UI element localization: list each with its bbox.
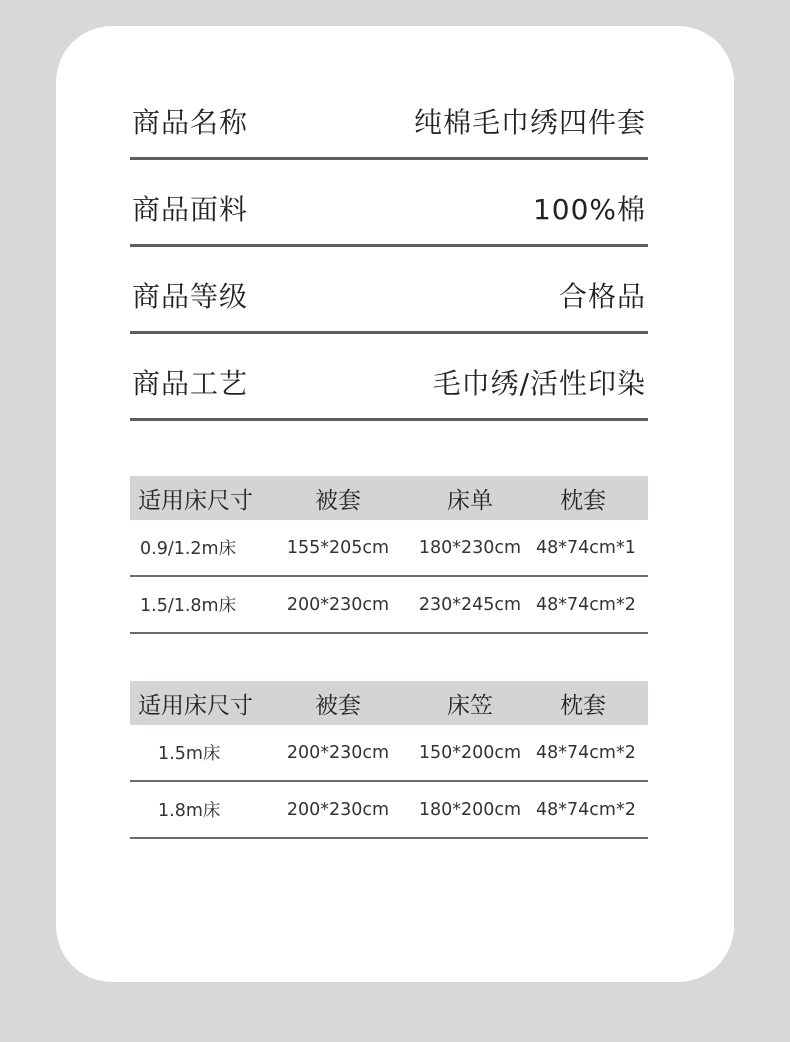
table-row	[130, 520, 648, 577]
header-fitted-sheet: 床笠	[447, 692, 493, 719]
table-row	[130, 725, 648, 782]
header-duvet: 被套	[315, 487, 361, 514]
cell-bed-size: 1.5m床	[158, 744, 221, 764]
spec-value: 100%棉	[532, 193, 646, 226]
cell-duvet: 200*230cm	[286, 594, 390, 615]
cell-pillowcase: 48*74cm*2	[536, 742, 636, 763]
header-sheet: 床单	[447, 487, 493, 514]
product-info-card	[56, 26, 734, 982]
cell-fitted-sheet: 150*200cm	[418, 742, 522, 763]
spec-row-grade	[130, 246, 648, 334]
spec-label: 商品名称	[132, 106, 249, 139]
table-header	[130, 681, 648, 725]
header-bed-size: 适用床尺寸	[138, 692, 253, 719]
cell-pillowcase: 48*74cm*2	[536, 799, 636, 820]
header-pillowcase: 枕套	[560, 692, 606, 719]
spec-label: 商品工艺	[132, 367, 249, 400]
cell-pillowcase: 48*74cm*2	[536, 594, 636, 615]
spec-value: 纯棉毛巾绣四件套	[413, 106, 646, 139]
spec-label: 商品等级	[132, 280, 249, 313]
table-header	[130, 476, 648, 520]
cell-bed-size: 1.5/1.8m床	[140, 596, 237, 616]
cell-duvet: 200*230cm	[286, 799, 390, 820]
table-row	[130, 577, 648, 634]
table-row	[130, 782, 648, 839]
cell-bed-size: 1.8m床	[158, 801, 221, 821]
spec-value: 合格品	[558, 280, 646, 313]
spec-label: 商品面料	[132, 193, 249, 226]
cell-pillowcase: 48*74cm*1	[536, 537, 636, 558]
cell-duvet: 155*205cm	[286, 537, 390, 558]
cell-bed-size: 0.9/1.2m床	[140, 539, 237, 559]
cell-fitted-sheet: 180*200cm	[418, 799, 522, 820]
size-table-fitted-sheet	[130, 681, 648, 839]
spec-row-craft	[130, 333, 648, 421]
cell-sheet: 230*245cm	[418, 594, 522, 615]
spec-row-fabric	[130, 159, 648, 247]
spec-value: 毛巾绣/活性印染	[432, 367, 646, 400]
header-duvet: 被套	[315, 692, 361, 719]
spec-row-name	[130, 72, 648, 160]
cell-sheet: 180*230cm	[418, 537, 522, 558]
header-pillowcase: 枕套	[560, 487, 606, 514]
size-table-flat-sheet	[130, 476, 648, 634]
cell-duvet: 200*230cm	[286, 742, 390, 763]
header-bed-size: 适用床尺寸	[138, 487, 253, 514]
